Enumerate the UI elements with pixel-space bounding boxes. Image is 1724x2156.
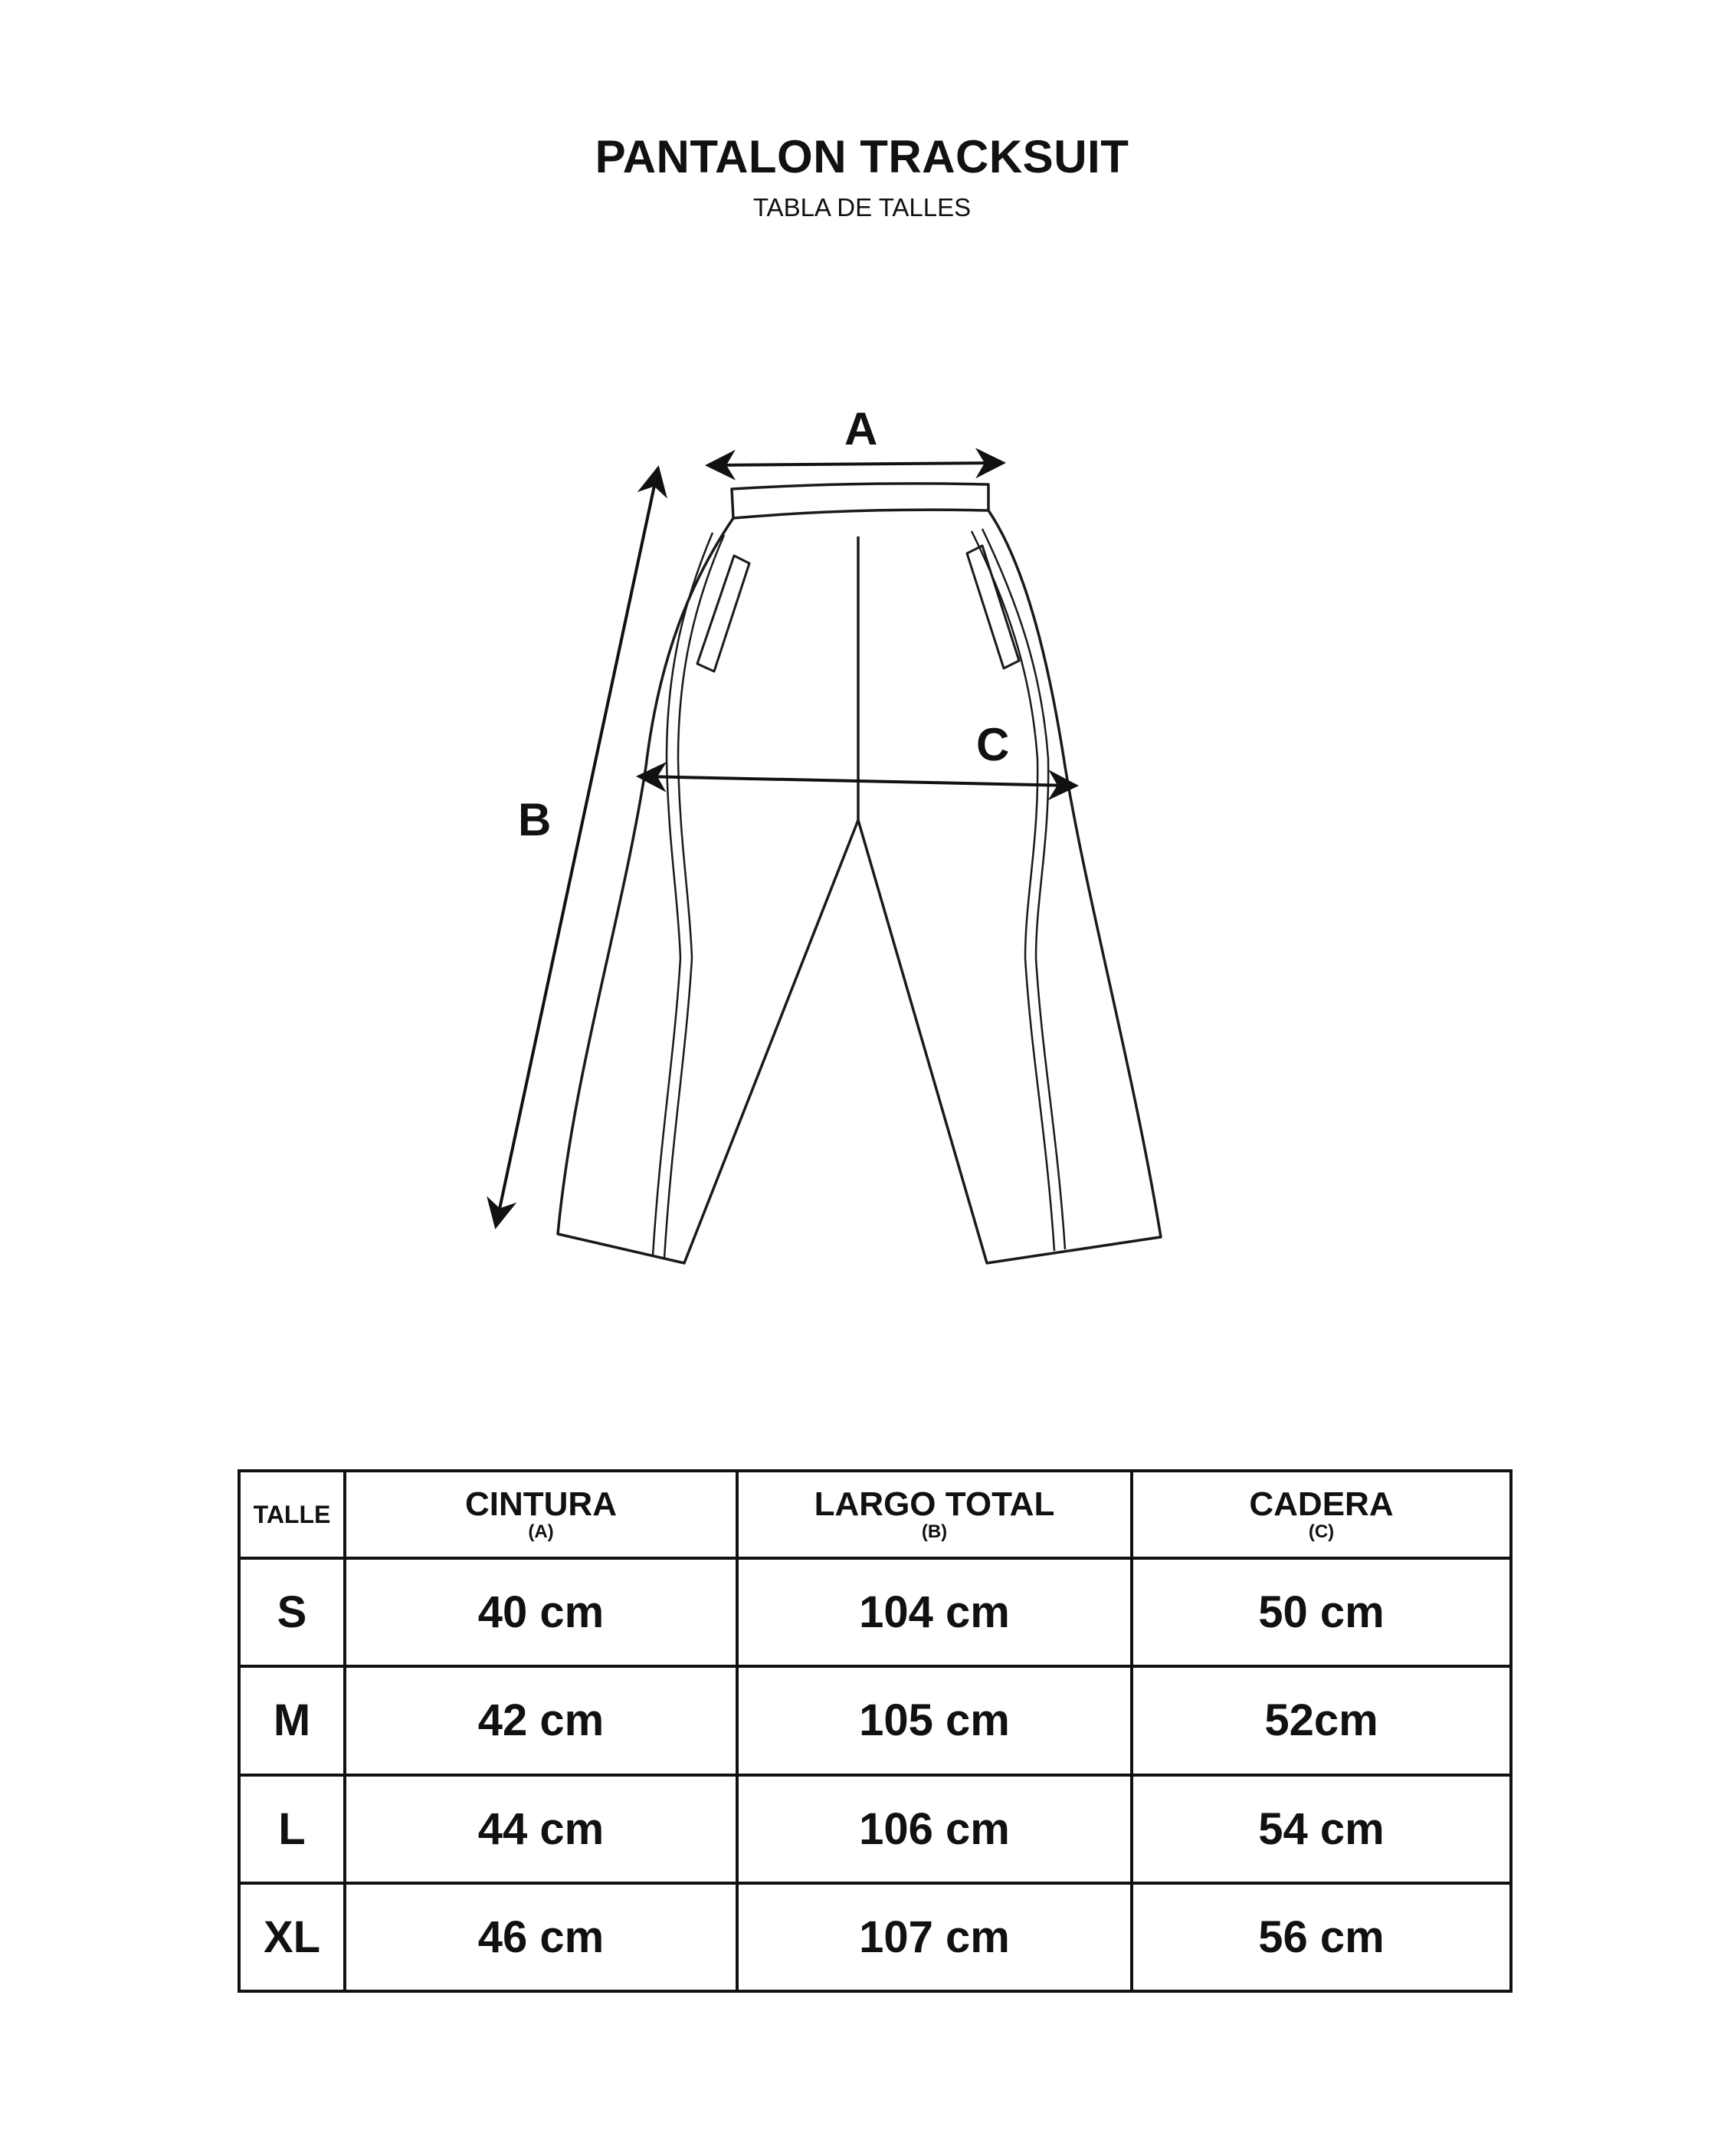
header-cintura: CINTURA (A) bbox=[345, 1471, 737, 1558]
cadera-cell: 50 cm bbox=[1132, 1558, 1511, 1666]
largo-cell: 105 cm bbox=[737, 1666, 1132, 1774]
header-talle: TALLE bbox=[239, 1471, 345, 1558]
header-cadera: CADERA (C) bbox=[1132, 1471, 1511, 1558]
cintura-cell: 42 cm bbox=[345, 1666, 737, 1774]
largo-cell: 104 cm bbox=[737, 1558, 1132, 1666]
label-c: C bbox=[976, 719, 1010, 770]
table-header-row bbox=[239, 1471, 1511, 1558]
largo-cell: 107 cm bbox=[737, 1883, 1132, 1991]
table-row bbox=[239, 1558, 1511, 1666]
page-title: PANTALON TRACKSUIT bbox=[595, 131, 1129, 182]
pants-outline bbox=[558, 484, 1161, 1263]
waistband bbox=[732, 484, 988, 518]
size-table bbox=[238, 1469, 1513, 1993]
size-cell: S bbox=[239, 1558, 345, 1666]
cadera-cell: 54 cm bbox=[1132, 1775, 1511, 1883]
cintura-cell: 46 cm bbox=[345, 1883, 737, 1991]
right-pocket bbox=[967, 546, 1019, 668]
header-largo-total: LARGO TOTAL (B) bbox=[737, 1471, 1132, 1558]
table-row bbox=[239, 1666, 1511, 1774]
page-subtitle: TABLA DE TALLES bbox=[752, 193, 972, 222]
largo-cell: 106 cm bbox=[737, 1775, 1132, 1883]
size-cell: XL bbox=[239, 1883, 345, 1991]
size-cell: M bbox=[239, 1666, 345, 1774]
cintura-cell: 44 cm bbox=[345, 1775, 737, 1883]
arrow-a bbox=[711, 463, 1000, 465]
cintura-cell: 40 cm bbox=[345, 1558, 737, 1666]
table-row bbox=[239, 1775, 1511, 1883]
cadera-cell: 52cm bbox=[1132, 1666, 1511, 1774]
cadera-cell: 56 cm bbox=[1132, 1883, 1511, 1991]
left-side-stripe bbox=[653, 533, 713, 1255]
label-a: A bbox=[844, 403, 878, 454]
table-row bbox=[239, 1883, 1511, 1991]
label-b: B bbox=[518, 794, 552, 845]
arrow-b bbox=[497, 471, 657, 1223]
size-cell: L bbox=[239, 1775, 345, 1883]
left-pocket bbox=[697, 556, 749, 671]
